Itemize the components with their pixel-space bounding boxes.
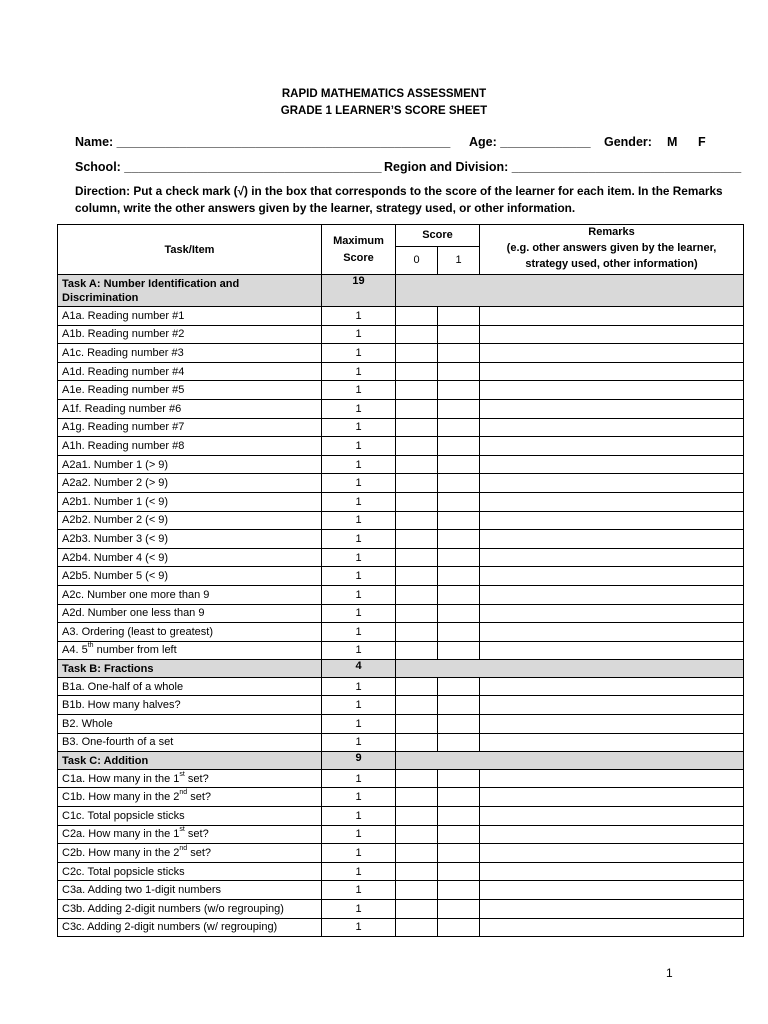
remarks-cell[interactable] bbox=[480, 696, 744, 715]
max-score-cell: 1 bbox=[322, 769, 396, 788]
score-0-checkbox[interactable] bbox=[396, 623, 438, 642]
score-0-checkbox[interactable] bbox=[396, 325, 438, 344]
table-row bbox=[58, 307, 744, 326]
score-0-checkbox[interactable] bbox=[396, 604, 438, 623]
item-label-text: C1a. How many in the 1 bbox=[62, 772, 180, 785]
ordinal-suffix: st bbox=[179, 770, 185, 778]
remarks-cell[interactable] bbox=[480, 511, 744, 530]
max-score-cell: 1 bbox=[322, 399, 396, 418]
remarks-cell[interactable] bbox=[480, 362, 744, 381]
table-row bbox=[58, 788, 744, 807]
item-label-text: Task C: Addition bbox=[62, 754, 149, 767]
item-label bbox=[58, 307, 322, 326]
school-field[interactable]: School: _____________________________________ bbox=[75, 160, 382, 174]
remarks-cell[interactable] bbox=[480, 881, 744, 900]
item-label bbox=[58, 900, 322, 919]
item-label bbox=[58, 567, 322, 586]
task-shaded-cell bbox=[396, 660, 744, 678]
item-label-suffix: set? bbox=[187, 847, 212, 860]
remarks-cell[interactable] bbox=[480, 437, 744, 456]
max-score-cell: 1 bbox=[322, 548, 396, 567]
item-label-text: A1h. Reading number #8 bbox=[62, 439, 185, 452]
score-0-checkbox[interactable] bbox=[396, 492, 438, 511]
score-1-checkbox[interactable] bbox=[438, 399, 480, 418]
item-label-text: B3. One-fourth of a set bbox=[62, 736, 174, 749]
item-label-text: Task A: Number Identification and Discrimination bbox=[62, 277, 240, 304]
item-label-text: A1d. Reading number #4 bbox=[62, 365, 185, 378]
max-score-cell: 4 bbox=[322, 660, 396, 678]
table-row bbox=[58, 567, 744, 586]
score-1-checkbox[interactable] bbox=[438, 437, 480, 456]
item-label-text: B1b. How many halves? bbox=[62, 699, 181, 712]
table-row bbox=[58, 844, 744, 863]
remarks-cell[interactable] bbox=[480, 769, 744, 788]
table-row bbox=[58, 623, 744, 642]
score-1-checkbox[interactable] bbox=[438, 567, 480, 586]
score-0-checkbox[interactable] bbox=[396, 307, 438, 326]
max-score-cell: 1 bbox=[322, 733, 396, 752]
item-label-suffix: number from left bbox=[93, 644, 177, 657]
item-label bbox=[58, 825, 322, 844]
remarks-cell[interactable] bbox=[480, 788, 744, 807]
item-label bbox=[58, 437, 322, 456]
remarks-cell[interactable] bbox=[480, 492, 744, 511]
remarks-header-note: (e.g. other answers given by the learner, strategy used, other information) bbox=[506, 242, 717, 270]
page-number: 1 bbox=[666, 966, 673, 980]
item-label bbox=[58, 418, 322, 437]
item-label-text: A3. Ordering (least to greatest) bbox=[62, 625, 214, 638]
item-label bbox=[58, 474, 322, 493]
table-row bbox=[58, 437, 744, 456]
item-label-text: A2c. Number one more than 9 bbox=[62, 588, 210, 601]
score-0-checkbox[interactable] bbox=[396, 696, 438, 715]
score-1-checkbox[interactable] bbox=[438, 825, 480, 844]
item-label-text: C3a. Adding two 1-digit numbers bbox=[62, 884, 221, 897]
max-score-cell: 1 bbox=[322, 696, 396, 715]
max-score-cell: 1 bbox=[322, 362, 396, 381]
remarks-cell[interactable] bbox=[480, 585, 744, 604]
score-0-checkbox[interactable] bbox=[396, 918, 438, 937]
remarks-cell[interactable] bbox=[480, 399, 744, 418]
remarks-cell[interactable] bbox=[480, 307, 744, 326]
maximum-score-header-line2: Score bbox=[343, 252, 374, 264]
remarks-cell[interactable] bbox=[480, 567, 744, 586]
gender-option-f[interactable]: F bbox=[698, 135, 706, 149]
task-title bbox=[58, 752, 322, 770]
score-0-checkbox[interactable] bbox=[396, 381, 438, 400]
score-0-checkbox[interactable] bbox=[396, 825, 438, 844]
item-label-text: C1c. Total popsicle sticks bbox=[62, 809, 185, 822]
score-1-checkbox[interactable] bbox=[438, 307, 480, 326]
max-score-cell: 1 bbox=[322, 900, 396, 919]
task-header-row bbox=[58, 275, 744, 307]
task-title bbox=[58, 660, 322, 678]
max-score-cell: 1 bbox=[322, 530, 396, 549]
item-label bbox=[58, 623, 322, 642]
item-label-text: A2b5. Number 5 (< 9) bbox=[62, 570, 169, 583]
max-score-cell: 1 bbox=[322, 918, 396, 937]
table-row bbox=[58, 696, 744, 715]
score-0-checkbox[interactable] bbox=[396, 844, 438, 863]
table-row bbox=[58, 548, 744, 567]
ordinal-suffix: th bbox=[87, 642, 94, 650]
score-0-checkbox[interactable] bbox=[396, 788, 438, 807]
score-1-checkbox[interactable] bbox=[438, 344, 480, 363]
max-score-cell: 1 bbox=[322, 344, 396, 363]
item-label-text: C2a. How many in the 1 bbox=[62, 828, 180, 841]
maximum-score-header bbox=[322, 225, 396, 275]
remarks-cell[interactable] bbox=[480, 807, 744, 826]
score-0-checkbox[interactable] bbox=[396, 807, 438, 826]
item-label-text: A2b3. Number 3 (< 9) bbox=[62, 532, 169, 545]
ordinal-suffix: nd bbox=[179, 845, 188, 853]
task-item-header: Task/Item bbox=[58, 225, 322, 275]
max-score-cell: 1 bbox=[322, 437, 396, 456]
item-label-text: A1g. Reading number #7 bbox=[62, 421, 185, 434]
table-row bbox=[58, 769, 744, 788]
item-label bbox=[58, 455, 322, 474]
score-1-header: 1 bbox=[438, 246, 480, 274]
max-score-cell: 9 bbox=[322, 752, 396, 770]
score-0-checkbox[interactable] bbox=[396, 511, 438, 530]
task-header-row bbox=[58, 660, 744, 678]
score-1-checkbox[interactable] bbox=[438, 900, 480, 919]
item-label bbox=[58, 381, 322, 400]
remarks-cell[interactable] bbox=[480, 825, 744, 844]
item-label-text: A1b. Reading number #2 bbox=[62, 328, 185, 341]
score-0-checkbox[interactable] bbox=[396, 474, 438, 493]
item-label-suffix: set? bbox=[184, 828, 209, 841]
score-table bbox=[57, 224, 744, 937]
remarks-header-title: Remarks bbox=[588, 226, 635, 238]
table-row bbox=[58, 455, 744, 474]
score-1-checkbox[interactable] bbox=[438, 715, 480, 734]
score-1-checkbox[interactable] bbox=[438, 862, 480, 881]
max-score-cell: 19 bbox=[322, 275, 396, 307]
table-row bbox=[58, 807, 744, 826]
max-score-cell: 1 bbox=[322, 325, 396, 344]
remarks-cell[interactable] bbox=[480, 530, 744, 549]
item-label-text: B1a. One-half of a whole bbox=[62, 680, 184, 693]
max-score-cell: 1 bbox=[322, 307, 396, 326]
score-0-checkbox[interactable] bbox=[396, 567, 438, 586]
score-1-checkbox[interactable] bbox=[438, 733, 480, 752]
score-1-checkbox[interactable] bbox=[438, 844, 480, 863]
score-0-header: 0 bbox=[396, 246, 438, 274]
table-row bbox=[58, 585, 744, 604]
name-field[interactable]: Name: ________________________________________________ bbox=[75, 135, 451, 149]
gender-label: Gender: bbox=[604, 135, 652, 149]
max-score-cell: 1 bbox=[322, 881, 396, 900]
table-row bbox=[58, 399, 744, 418]
score-1-checkbox[interactable] bbox=[438, 492, 480, 511]
item-label-text: A2b1. Number 1 (< 9) bbox=[62, 495, 169, 508]
item-label-text: A2a2. Number 2 (> 9) bbox=[62, 477, 169, 490]
maximum-score-header-line1: Maximum bbox=[333, 235, 384, 247]
item-label bbox=[58, 677, 322, 696]
item-label bbox=[58, 918, 322, 937]
score-header: Score bbox=[396, 225, 480, 247]
score-0-checkbox[interactable] bbox=[396, 881, 438, 900]
score-0-checkbox[interactable] bbox=[396, 344, 438, 363]
item-label-text: A1e. Reading number #5 bbox=[62, 384, 185, 397]
table-row bbox=[58, 825, 744, 844]
item-label bbox=[58, 807, 322, 826]
score-1-checkbox[interactable] bbox=[438, 918, 480, 937]
score-0-checkbox[interactable] bbox=[396, 677, 438, 696]
score-table-body bbox=[58, 275, 744, 937]
score-1-checkbox[interactable] bbox=[438, 604, 480, 623]
item-label-text: A2b2. Number 2 (< 9) bbox=[62, 514, 169, 527]
score-1-checkbox[interactable] bbox=[438, 455, 480, 474]
table-row bbox=[58, 677, 744, 696]
item-label bbox=[58, 344, 322, 363]
max-score-cell: 1 bbox=[322, 825, 396, 844]
remarks-cell[interactable] bbox=[480, 344, 744, 363]
score-1-checkbox[interactable] bbox=[438, 641, 480, 660]
item-label bbox=[58, 788, 322, 807]
score-1-checkbox[interactable] bbox=[438, 548, 480, 567]
item-label-text: A2d. Number one less than 9 bbox=[62, 607, 205, 620]
max-score-cell: 1 bbox=[322, 455, 396, 474]
max-score-cell: 1 bbox=[322, 381, 396, 400]
remarks-cell[interactable] bbox=[480, 381, 744, 400]
table-row bbox=[58, 381, 744, 400]
item-label bbox=[58, 641, 322, 660]
max-score-cell: 1 bbox=[322, 511, 396, 530]
item-label bbox=[58, 862, 322, 881]
item-label bbox=[58, 881, 322, 900]
item-label bbox=[58, 715, 322, 734]
item-label bbox=[58, 325, 322, 344]
region-division-field[interactable]: Region and Division: _________________________________ bbox=[384, 160, 742, 174]
table-row bbox=[58, 604, 744, 623]
table-row bbox=[58, 511, 744, 530]
table-row bbox=[58, 530, 744, 549]
remarks-cell[interactable] bbox=[480, 918, 744, 937]
score-1-checkbox[interactable] bbox=[438, 881, 480, 900]
item-label bbox=[58, 604, 322, 623]
table-row bbox=[58, 900, 744, 919]
item-label bbox=[58, 585, 322, 604]
item-label bbox=[58, 492, 322, 511]
score-1-checkbox[interactable] bbox=[438, 511, 480, 530]
score-1-checkbox[interactable] bbox=[438, 418, 480, 437]
max-score-cell: 1 bbox=[322, 492, 396, 511]
table-row bbox=[58, 418, 744, 437]
score-1-checkbox[interactable] bbox=[438, 474, 480, 493]
max-score-cell: 1 bbox=[322, 623, 396, 642]
remarks-cell[interactable] bbox=[480, 641, 744, 660]
max-score-cell: 1 bbox=[322, 585, 396, 604]
max-score-cell: 1 bbox=[322, 807, 396, 826]
item-label bbox=[58, 399, 322, 418]
gender-option-m[interactable]: M bbox=[667, 135, 678, 149]
table-row bbox=[58, 862, 744, 881]
remarks-cell[interactable] bbox=[480, 623, 744, 642]
item-label-text: A1a. Reading number #1 bbox=[62, 309, 185, 322]
remarks-cell[interactable] bbox=[480, 900, 744, 919]
ordinal-suffix: nd bbox=[179, 789, 188, 797]
item-label bbox=[58, 530, 322, 549]
table-row bbox=[58, 474, 744, 493]
table-row bbox=[58, 733, 744, 752]
item-label bbox=[58, 548, 322, 567]
document-title: RAPID MATHEMATICS ASSESSMENT bbox=[281, 88, 487, 100]
table-row bbox=[58, 641, 744, 660]
task-shaded-cell bbox=[396, 275, 744, 307]
item-label-text: A4. 5 bbox=[62, 644, 88, 657]
score-0-checkbox[interactable] bbox=[396, 455, 438, 474]
max-score-cell: 1 bbox=[322, 604, 396, 623]
max-score-cell: 1 bbox=[322, 715, 396, 734]
table-row bbox=[58, 881, 744, 900]
item-label bbox=[58, 733, 322, 752]
remarks-header bbox=[480, 225, 744, 275]
remarks-cell[interactable] bbox=[480, 548, 744, 567]
score-1-checkbox[interactable] bbox=[438, 530, 480, 549]
table-row bbox=[58, 492, 744, 511]
remarks-cell[interactable] bbox=[480, 455, 744, 474]
max-score-cell: 1 bbox=[322, 418, 396, 437]
item-label bbox=[58, 844, 322, 863]
score-1-checkbox[interactable] bbox=[438, 623, 480, 642]
score-0-checkbox[interactable] bbox=[396, 585, 438, 604]
remarks-cell[interactable] bbox=[480, 474, 744, 493]
score-1-checkbox[interactable] bbox=[438, 769, 480, 788]
score-1-checkbox[interactable] bbox=[438, 325, 480, 344]
table-row bbox=[58, 362, 744, 381]
table-row bbox=[58, 918, 744, 937]
max-score-cell: 1 bbox=[322, 862, 396, 881]
score-1-checkbox[interactable] bbox=[438, 677, 480, 696]
score-0-checkbox[interactable] bbox=[396, 548, 438, 567]
score-1-checkbox[interactable] bbox=[438, 585, 480, 604]
score-0-checkbox[interactable] bbox=[396, 418, 438, 437]
score-1-checkbox[interactable] bbox=[438, 807, 480, 826]
remarks-cell[interactable] bbox=[480, 677, 744, 696]
score-0-checkbox[interactable] bbox=[396, 715, 438, 734]
score-0-checkbox[interactable] bbox=[396, 900, 438, 919]
item-label-text: C2b. How many in the 2 bbox=[62, 847, 180, 860]
item-label-text: C1b. How many in the 2 bbox=[62, 791, 180, 804]
table-row bbox=[58, 325, 744, 344]
remarks-cell[interactable] bbox=[480, 862, 744, 881]
item-label bbox=[58, 769, 322, 788]
document-subtitle: GRADE 1 LEARNER’S SCORE SHEET bbox=[280, 105, 488, 117]
score-0-checkbox[interactable] bbox=[396, 733, 438, 752]
item-label-text: A1c. Reading number #3 bbox=[62, 346, 184, 359]
score-0-checkbox[interactable] bbox=[396, 437, 438, 456]
remarks-cell[interactable] bbox=[480, 325, 744, 344]
max-score-cell: 1 bbox=[322, 677, 396, 696]
remarks-cell[interactable] bbox=[480, 715, 744, 734]
age-field[interactable]: Age: _____________ bbox=[469, 135, 591, 149]
max-score-cell: 1 bbox=[322, 474, 396, 493]
table-row bbox=[58, 715, 744, 734]
max-score-cell: 1 bbox=[322, 641, 396, 660]
item-label bbox=[58, 362, 322, 381]
item-label-text: C3b. Adding 2-digit numbers (w/o regrouping) bbox=[62, 902, 284, 915]
max-score-cell: 1 bbox=[322, 844, 396, 863]
score-0-checkbox[interactable] bbox=[396, 530, 438, 549]
score-1-checkbox[interactable] bbox=[438, 381, 480, 400]
score-1-checkbox[interactable] bbox=[438, 696, 480, 715]
score-0-checkbox[interactable] bbox=[396, 862, 438, 881]
item-label-text: A1f. Reading number #6 bbox=[62, 402, 182, 415]
remarks-cell[interactable] bbox=[480, 418, 744, 437]
task-title bbox=[58, 275, 322, 307]
task-shaded-cell bbox=[396, 752, 744, 770]
remarks-cell[interactable] bbox=[480, 733, 744, 752]
item-label-text: A2a1. Number 1 (> 9) bbox=[62, 458, 169, 471]
score-0-checkbox[interactable] bbox=[396, 769, 438, 788]
item-label-suffix: set? bbox=[187, 791, 212, 804]
max-score-cell: 1 bbox=[322, 567, 396, 586]
ordinal-suffix: st bbox=[179, 826, 185, 834]
item-label-text: Task B: Fractions bbox=[62, 662, 154, 675]
item-label-text: A2b4. Number 4 (< 9) bbox=[62, 551, 169, 564]
remarks-cell[interactable] bbox=[480, 604, 744, 623]
remarks-cell[interactable] bbox=[480, 844, 744, 863]
item-label-text: B2. Whole bbox=[62, 717, 113, 730]
score-1-checkbox[interactable] bbox=[438, 362, 480, 381]
item-label bbox=[58, 696, 322, 715]
score-0-checkbox[interactable] bbox=[396, 399, 438, 418]
score-0-checkbox[interactable] bbox=[396, 362, 438, 381]
table-row bbox=[58, 344, 744, 363]
item-label bbox=[58, 511, 322, 530]
item-label-text: C3c. Adding 2-digit numbers (w/ regrouping) bbox=[62, 921, 278, 934]
score-0-checkbox[interactable] bbox=[396, 641, 438, 660]
item-label-text: C2c. Total popsicle sticks bbox=[62, 865, 185, 878]
task-header-row bbox=[58, 752, 744, 770]
max-score-cell: 1 bbox=[322, 788, 396, 807]
item-label-suffix: set? bbox=[184, 772, 209, 785]
direction-text: Direction: Put a check mark (√) in the box that corresponds to the score of the learner for each item. In the Remarks column, write the other answers given by the learner, strategy used, or other information. bbox=[75, 184, 723, 215]
score-1-checkbox[interactable] bbox=[438, 788, 480, 807]
